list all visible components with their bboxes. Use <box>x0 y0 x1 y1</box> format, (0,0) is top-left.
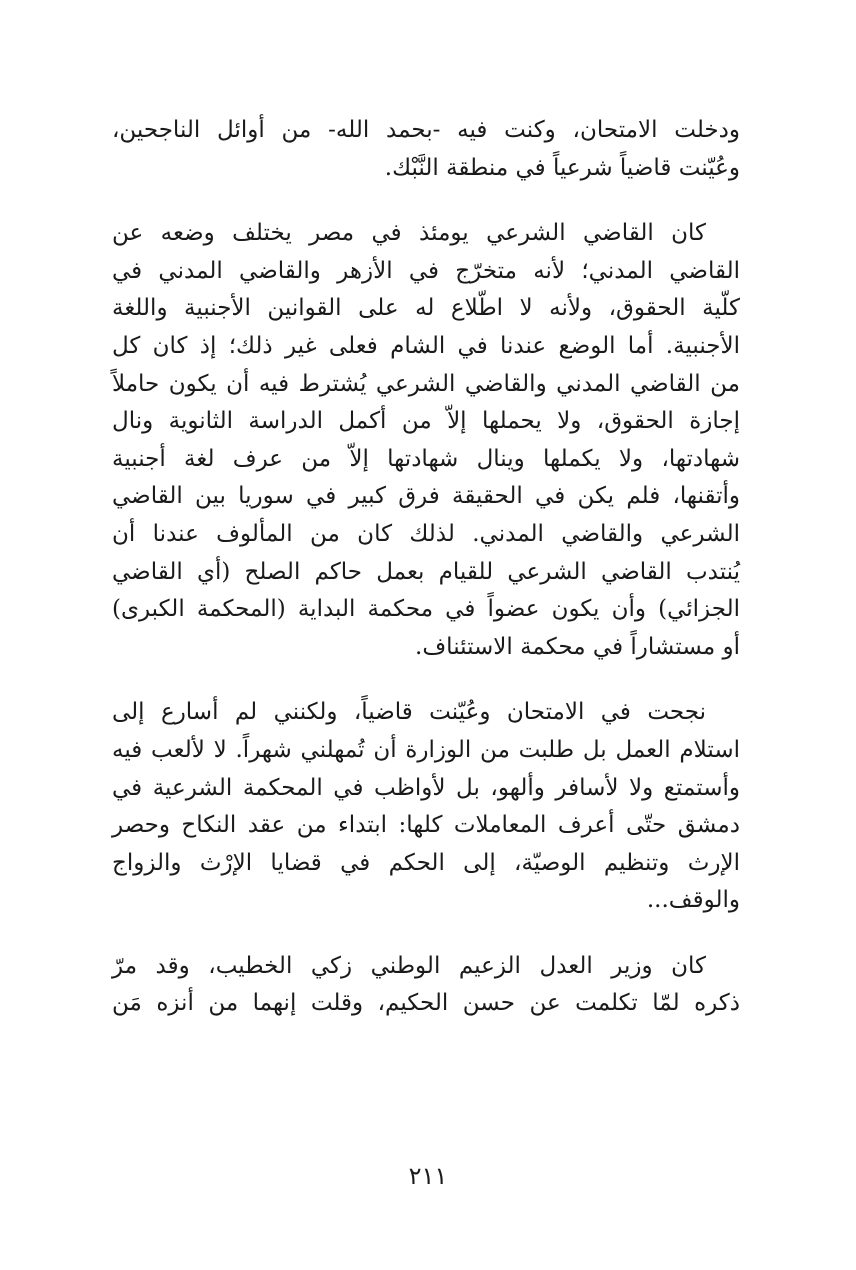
text-line: الأجنبية. أما الوضع عندنا في الشام فعلى غير ذلك؛ إذ كان كل <box>112 332 740 359</box>
text-line: وعُيّنت قاضياً شرعياً في منطقة النَّبْك. <box>384 154 740 181</box>
paragraph-3 <box>112 694 740 920</box>
page-number: ٢١١ <box>408 1162 448 1190</box>
text-line: القاضي المدني؛ لأنه متخرّج في الأزهر والقاضي المدني في <box>112 257 740 284</box>
text-line: إجازة الحقوق، ولا يحملها إلاّ من أكمل الدراسة الثانوية ونال <box>112 408 740 435</box>
text-line: وأستمتع ولا لأسافر وألهو، بل لأواظب في المحكمة الشرعية في <box>112 774 740 801</box>
text-line: الجزائي) وأن يكون عضواً في محكمة البداية (المحكمة الكبرى) <box>112 596 740 623</box>
text-line: أو مستشاراً في محكمة الاستئناف. <box>415 633 740 660</box>
text-line: والوقف... <box>646 887 740 914</box>
paragraph-1 <box>112 112 740 187</box>
paragraph-4 <box>112 948 740 1023</box>
text-line: الشرعي والقاضي المدني. لذلك كان من المألوف عندنا أن <box>112 520 740 547</box>
text-line: كان القاضي الشرعي يومئذ في مصر يختلف وضعه عن <box>112 220 706 247</box>
text-line: دمشق حتّى أعرف المعاملات كلها: ابتداء من عقد النكاح وحصر <box>112 812 740 839</box>
text-line: ودخلت الامتحان، وكنت فيه -بحمد الله- من أوائل الناجحين، <box>112 117 740 143</box>
page-body <box>112 112 740 1051</box>
text-line: يُنتدب القاضي الشرعي للقيام بعمل حاكم الصلح (أي القاضي <box>112 558 740 585</box>
text-line: نجحت في الامتحان وعُيّنت قاضياً، ولكنني لم أسارع إلى <box>112 699 706 726</box>
text-line: من القاضي المدني والقاضي الشرعي يُشترط فيه أن يكون حاملاً <box>112 370 740 397</box>
paragraph-2 <box>112 215 740 666</box>
text-line: شهادتها، ولا يكملها وينال شهادتها إلاّ من عرف لغة أجنبية <box>112 445 740 472</box>
text-line: كلّية الحقوق، ولأنه لا اطّلاع له على القوانين الأجنبية واللغة <box>112 295 740 322</box>
text-line: وأتقنها، فلم يكن في الحقيقة فرق كبير في سوريا بين القاضي <box>112 483 740 510</box>
text-line: كان وزير العدل الزعيم الوطني زكي الخطيب، وقد مرّ <box>112 952 706 979</box>
text-line: ذكره لمّا تكلمت عن حسن الحكيم، وقلت إنهما من أنزه مَن <box>112 990 740 1017</box>
text-line: الإرث وتنظيم الوصيّة، إلى الحكم في قضايا الإرْث والزواج <box>112 849 740 876</box>
text-line: استلام العمل بل طلبت من الوزارة أن تُمهلني شهراً. لا لألعب فيه <box>112 736 740 763</box>
